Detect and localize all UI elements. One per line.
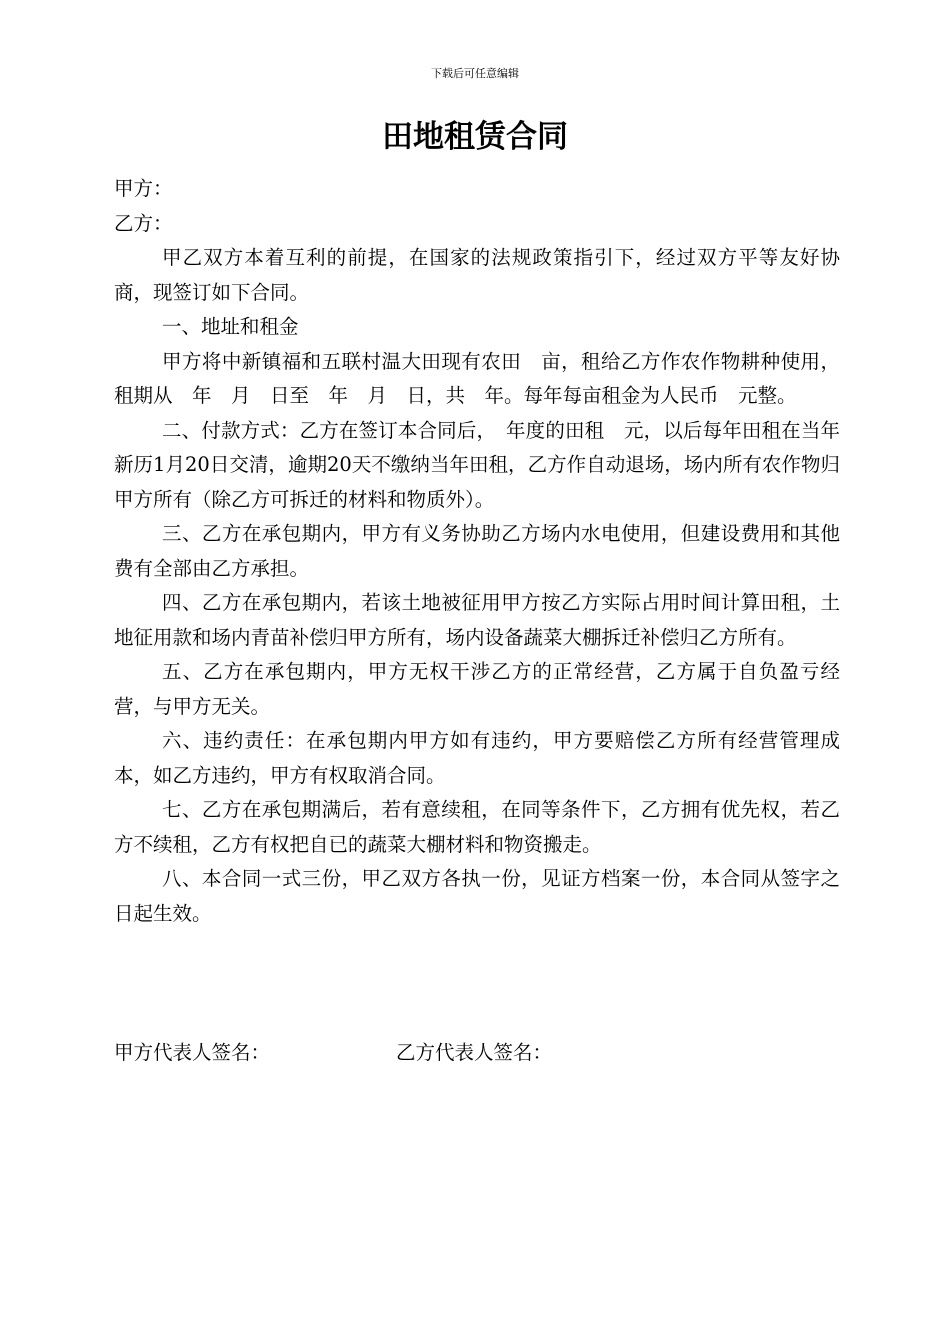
utilities-paragraph: 三、乙方在承包期内，甲方有义务协助乙方场内水电使用，但建设费用和其他费有全部由乙方承担。 <box>114 522 840 580</box>
contract-body <box>114 172 840 931</box>
address-rent-paragraph: 甲方将中新镇福和五联村温大田现有农田 亩，租给乙方作农作物耕种使用，租期从 年 月 日至 年 月 日，共 年。每年每亩租金为人民币 元整。 <box>114 349 840 407</box>
signature-block <box>114 1036 840 1071</box>
operation-paragraph: 五、乙方在承包期内，甲方无权干涉乙方的正常经营，乙方属于自负盈亏经营，与甲方无关。 <box>114 660 840 718</box>
section-heading-address-rent: 一、地址和租金 <box>162 315 299 338</box>
renewal-paragraph: 七、乙方在承包期满后，若有意续租，在同等条件下，乙方拥有优先权，若乙方不续租，乙方有权把自已的蔬菜大棚材料和物资搬走。 <box>114 798 840 856</box>
party-b-line: 乙方： <box>114 211 173 235</box>
party-a-line: 甲方： <box>114 177 173 200</box>
payment-terms-paragraph: 二、付款方式：乙方在签订本合同后， 年度的田租 元，以后每年田租在当年新历1月20日交清，逾期20天不缴纳当年田租，乙方作自动退场，场内所有农作物归甲方所有（除乙方可拆迁的材料和物质外）。 <box>114 418 840 511</box>
breach-liability-paragraph: 六、违约责任：在承包期内甲方如有违约，甲方要赔偿乙方所有经营管理成本，如乙方违约，甲方有权取消合同。 <box>114 729 840 787</box>
party-b-signature-label: 乙方代表人签名： <box>396 1041 553 1064</box>
document-title: 田地租赁合同 <box>382 119 568 155</box>
copies-effect-paragraph: 八、本合同一式三份，甲乙双方各执一份，见证方档案一份，本合同从签字之日起生效。 <box>114 867 840 925</box>
preamble-paragraph: 甲乙双方本着互利的前提，在国家的法规政策指引下，经过双方平等友好协商，现签订如下合同。 <box>114 246 840 304</box>
header-note: 下载后可任意编辑 <box>431 67 519 80</box>
party-a-signature-label: 甲方代表人签名： <box>114 1041 271 1064</box>
land-requisition-paragraph: 四、乙方在承包期内，若该土地被征用甲方按乙方实际占用时间计算田租，土地征用款和场内青苗补偿归甲方所有，场内设备蔬菜大棚拆迁补偿归乙方所有。 <box>114 591 840 649</box>
